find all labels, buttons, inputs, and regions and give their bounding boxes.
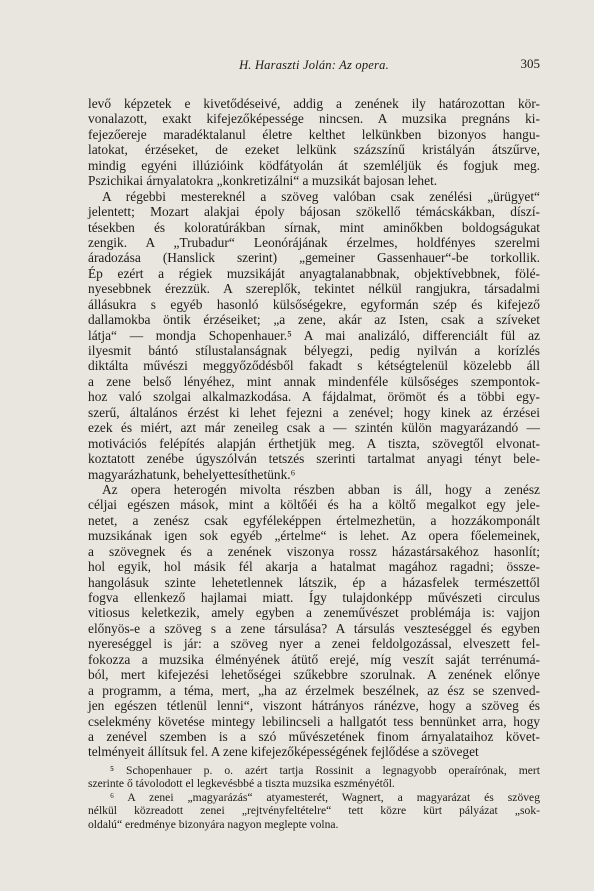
footnote-line: ⁶ A zenei „magyarázás“ atyamesterét, Wagnert, a magyarázat és szöveg [110,790,540,804]
body-line: hoz való szolgai alkalmazkodása. A fájdalmat, örömöt és a többi egy- [88,389,540,405]
body-line: vitiosus keletkezik, amely egyben a zeneművészet problémája is: vajjon [88,605,540,621]
footnote-line: ⁵ Schopenhauer p. o. azért tartja Rossinit a legnagyobb operaírónak, mert [110,764,540,777]
body-line: nyereséggel is jár: a szöveg nyer a zenei feldolgozással, elveszett fel- [88,636,540,652]
body-line: áradozása (Hanslick szerint) „gemeiner Gassenhauer“-be torkollik. [88,250,540,266]
body-line: a szövegnek és a zenének viszonya rossz házastársakéhoz hasonlít; [88,543,540,559]
body-line: hol egyik, hol másik fél akarja a hatalmat magához ragadni; össze- [88,559,540,575]
running-title: H. Haraszti Jolán: Az opera. [239,58,389,72]
body-line: mindig egyéni illúzióink ködfátyolán át szemléljük és fogjuk meg. [88,157,540,173]
body-line: koztatott zenébe úgyszólván tetszés szerinti tartalmat anyagi tényt bele- [88,451,540,467]
footnote-line: nélkül közreadott zenei „rejtvényfeltételre“ tett közre kürt pályázat „sok- [88,804,540,818]
body-line: ilyesmit bántó stílustalanságnak bélyegzi, pedig nyilván a korízlés [88,343,540,358]
body-line: fejezőereje maradéktalanul életre kelthet lelkünkben bizonyos hangu- [88,126,540,142]
footnote-line: oldalú“ eredménye bizonyára nagyon meglepte volna. [88,817,339,831]
body-line: jen egészen tétlenül lenni“, viszont hátrányos ránézve, hogy a szöveg és [88,698,540,714]
body-line: Az opera heterogén mivolta részben abban is áll, hogy a zenész [102,481,540,497]
body-line: cselekmény követése mintegy lebilincseli a hallgatót tess bennünket arra, hogy [88,713,540,729]
body-line: A régebbi mestereknél a szöveg valóban csak zenélési „ürügyet“ [102,188,540,204]
body-text [88,96,540,760]
body-line: motivációs felépítés alapján érthetjük meg. A tiszta, szövegtől elvonat- [88,435,540,451]
body-line: a zenével szemben is a szó művészetének finom árnyalataihoz követ- [88,728,540,744]
body-line: hangolásuk szinte lehetetlennek látszik, ép a házasfelek természettől [88,574,540,590]
body-line: fokozza a muzsika élményének átütő erejé, míg veszít saját terrénumá- [88,651,540,667]
body-line: jelentett; Mozart alakjai époly bájosan szökellő témácskákban, díszí- [88,204,540,220]
body-line: állásukra s egyéb hasonló külsőségekre, egyformán szép és kifejező [88,296,540,312]
body-line: diktálta művészi meggyőződésből fakadt s kétségtelenül közelebb áll [88,358,540,374]
body-line: Pszichikai árnyalatokra „konkretizálni“ a muzsikát bajosan lehet. [88,173,438,189]
footnote-line: szerinte ő távolodott el legkevésbbé a tiszta muzsika eszményétől. [88,777,395,791]
body-line: latokat, érzéseket, de ezeket lelkünk százszínű kristályán átszűrve, [88,142,540,158]
page-header [88,58,540,78]
body-line: nyesebbnek érezzük. A szereplők, tekintet nélkül rangjukra, társadalmi [88,281,540,297]
body-line: látja“ — mondja Schopenhauer.⁵ A mai analizáló, differenciált fül az [88,327,540,343]
body-line: céljai egészen mások, mint a költőéi és ha a költő megalkot egy jele- [88,497,540,513]
body-line: ból, mert kifejezési lehetőségei szűkebbre szorulnak. A zenének előnye [88,667,540,683]
body-line: dallamokba öntik érzéseiket; „a zene, akár az Isten, csak a szíveket [88,312,540,328]
body-line: magyarázhatunk, behelyettesíthetünk.⁶ [88,466,296,482]
footnotes [88,764,540,831]
body-line: netet, a zenész csak egyféleképpen értelmezhetün, a hozzákomponált [88,512,540,528]
body-line: előnyös-e a szöveg s a zene társulása? A társulás veszteséggel és egyben [88,620,540,636]
body-line: muzsikának igen sok egyéb „értelme“ is lehet. Az opera főelemeinek, [88,528,540,544]
body-line: a programm, a téma, mert, „ha az érzelmek beszélnek, az ész se szenved- [88,682,540,698]
body-line: tésekben és koloratúrákban sírnak, mint aminőkben boldogságukat [88,219,540,235]
body-line: szerű, általános érzést ki lehet fejezni a zenével; hogy kinek az érzései [88,404,540,420]
body-line: vonalazott, exakt kifejezőképessége nincsen. A muzsika pregnáns ki- [88,111,540,127]
body-line: a zene belső lényéhez, mint annak mindenféle külsőséges szempontok- [88,373,540,389]
body-line: fogva ellenkező hajlamai miatt. Így tulajdonképp művészeti circulus [88,590,540,605]
body-line: telményeit állítsuk fel. A zene kifejezőképességének fejlődése a szöveget [88,744,479,760]
page-number: 305 [520,56,540,71]
body-line: levő képzetek e kivetődéseivé, addig a zenének ily határozottan kör- [88,96,540,111]
body-line: zengik. A „Trubadur“ Leonórájának érzelmes, holdfényes szerelmi [88,234,540,250]
body-line: ezek és miért, azt már zeneileg csak a — szintén külön magyarázandó — [88,420,540,436]
body-line: Ép ezért a régiek muzsikáját anyagtalanabbnak, objektívebbnek, fölé- [88,265,540,281]
